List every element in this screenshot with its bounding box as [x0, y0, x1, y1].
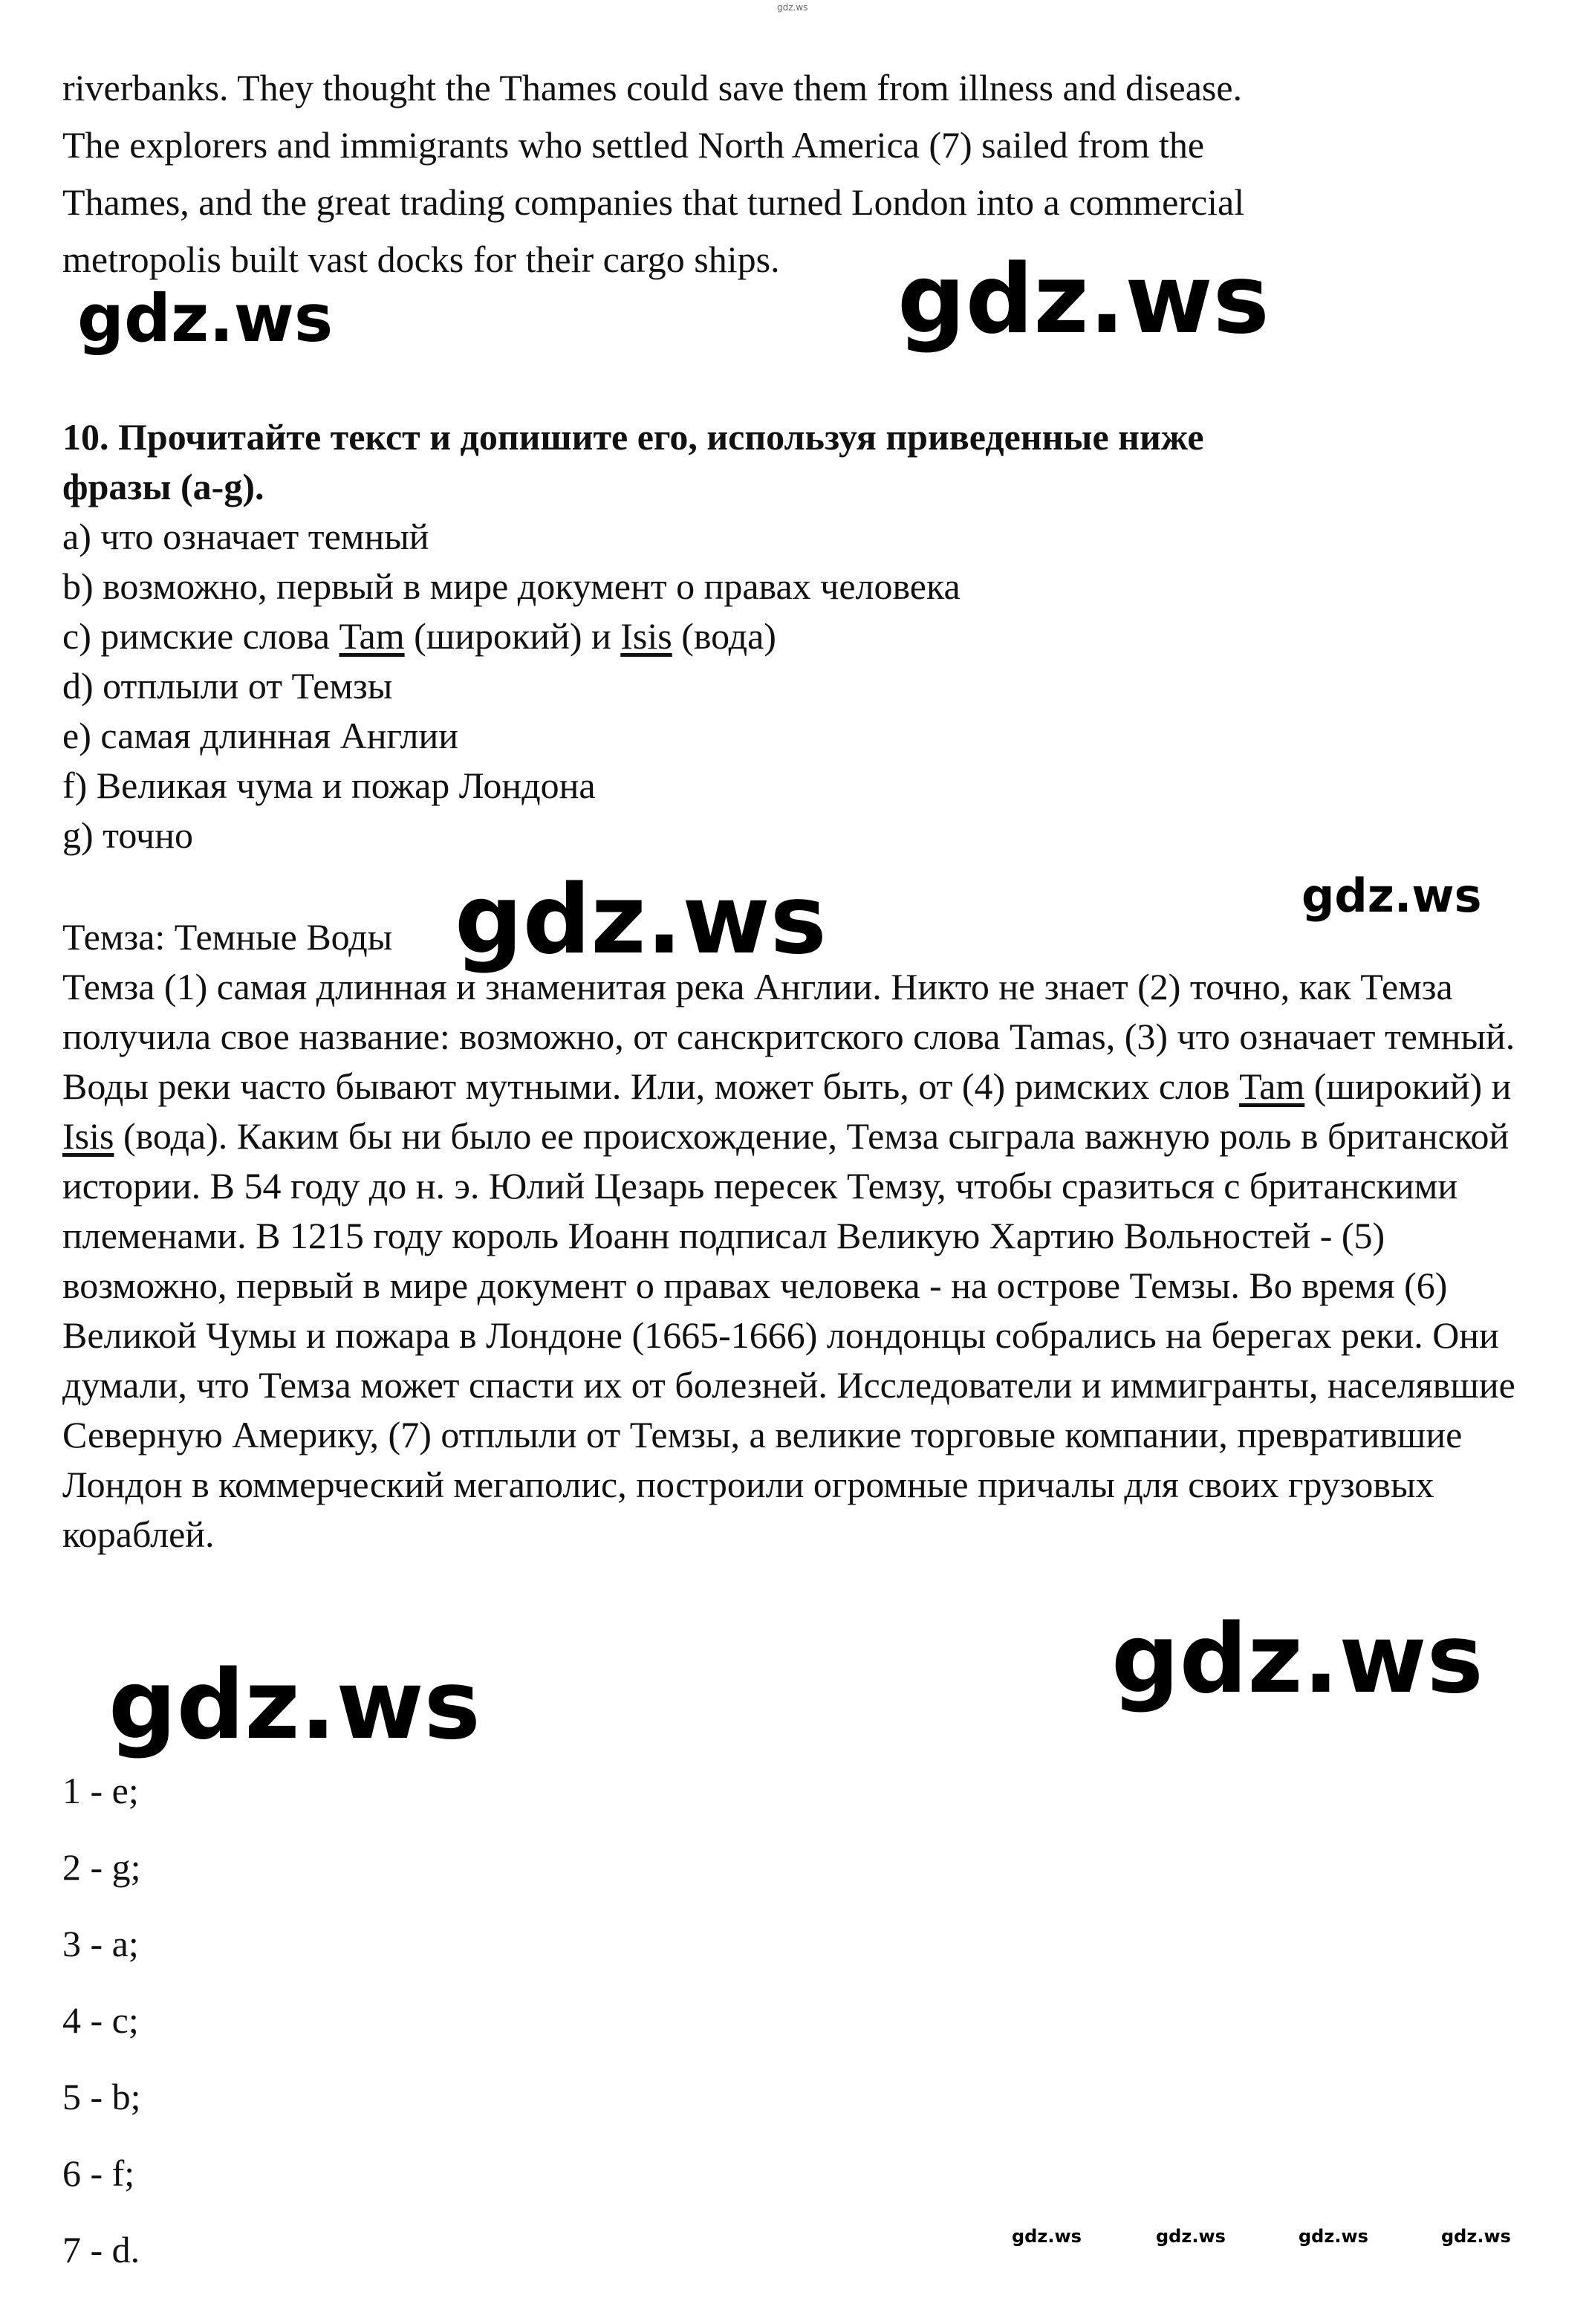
intro-line: riverbanks. They thought the Thames could save them from illness and disease.: [62, 67, 1243, 108]
intro-line: metropolis built vast docks for their cargo ships.: [62, 238, 780, 280]
watermark: gdz.ws: [1301, 869, 1482, 923]
intro-paragraph: [62, 59, 1526, 288]
watermark: gdz.ws: [1441, 2226, 1511, 2247]
answer-item: 1 - e;: [62, 1770, 139, 1811]
watermark: gdz.ws: [108, 1650, 481, 1761]
watermark: gdz.ws: [455, 865, 827, 976]
underlined-word: Tam: [339, 615, 405, 657]
phrase-option: e) самая длинная Англии: [62, 715, 458, 756]
underlined-word: Isis: [620, 615, 672, 657]
answer-item: 2 - g;: [62, 1846, 141, 1888]
phrase-option: b) возможно, первый в мире документ о правах человека: [62, 565, 961, 607]
exercise-heading-line: фразы (a-g).: [62, 466, 264, 507]
phrase-option: d) отплыли от Темзы: [62, 665, 393, 707]
phrase-text: (вода): [672, 615, 776, 657]
phrase-option: [62, 611, 1474, 661]
phrase-option: f) Великая чума и пожар Лондона: [62, 765, 596, 806]
answer-item: 4 - c;: [62, 1999, 139, 2041]
answer-list: [62, 1768, 141, 2304]
story-text: Темза (1) самая длинная и знаменитая река Англии. Никто не знает (2) точно, как Темза получила свое название: возможно, от санскритского слова Tamas, (3) что означает темный. Воды реки часто бывают мутными. Или, может быть, от (4) римских слов: [62, 966, 1515, 1107]
watermark: gdz.ws: [1156, 2226, 1226, 2247]
intro-line: Thames, and the great trading companies that turned London into a commercial: [62, 181, 1245, 223]
answer-item: 3 - a;: [62, 1923, 139, 1964]
answer-item: 6 - f;: [62, 2152, 135, 2194]
watermark: gdz.ws: [1012, 2226, 1082, 2247]
phrase-option: g) точно: [62, 814, 193, 856]
answer-item: 7 - d.: [62, 2229, 140, 2271]
story-text: (вода). Каким бы ни было ее происхождение, Темза сыграла важную роль в британской истории. В 54 году до н. э. Юлий Цезарь пересек Темзу, чтобы сразиться с британскими племенами. В 1215 году король Иоанн подписал Великую Хартию Вольностей - (5) возможно, первый в мире документ о правах человека - на острове Темзы. Во время (6) Великой Чумы и пожара в Лондоне (1665-1666) лондонцы собрались на берегах реки. Они думали, что Темза может спасти их от болезней. Исследователи и иммигранты, населявшие Северную Америку, (7) отплыли от Темзы, а великие торговые компании, превратившие Лондон в коммерческий мегаполис, построили огромные причалы для своих грузовых кораблей.: [62, 1115, 1515, 1555]
exercise-heading: [62, 412, 1526, 512]
watermark: gdz.ws: [77, 280, 334, 357]
watermark: gdz.ws: [1299, 2226, 1368, 2247]
phrase-option: a) что означает темный: [62, 516, 429, 557]
underlined-word: Isis: [62, 1115, 114, 1157]
story-text: (широкий) и: [1304, 1065, 1512, 1107]
watermark: gdz.ws: [1111, 1604, 1483, 1715]
phrase-options: [62, 512, 1474, 860]
story-title: Темза: Темные Воды: [62, 916, 393, 958]
watermark: gdz.ws: [777, 2, 808, 13]
exercise-heading-line: 10. Прочитайте текст и допишите его, используя приведенные ниже: [62, 416, 1204, 458]
answer-item: 5 - b;: [62, 2076, 141, 2117]
watermark: gdz.ws: [897, 244, 1270, 355]
phrase-text: (широкий) и: [404, 615, 621, 657]
story-paragraph: [62, 962, 1541, 1559]
intro-line: The explorers and immigrants who settled North America (7) sailed from the: [62, 124, 1205, 166]
phrase-text: c) римские слова: [62, 615, 339, 657]
underlined-word: Tam: [1239, 1065, 1305, 1107]
